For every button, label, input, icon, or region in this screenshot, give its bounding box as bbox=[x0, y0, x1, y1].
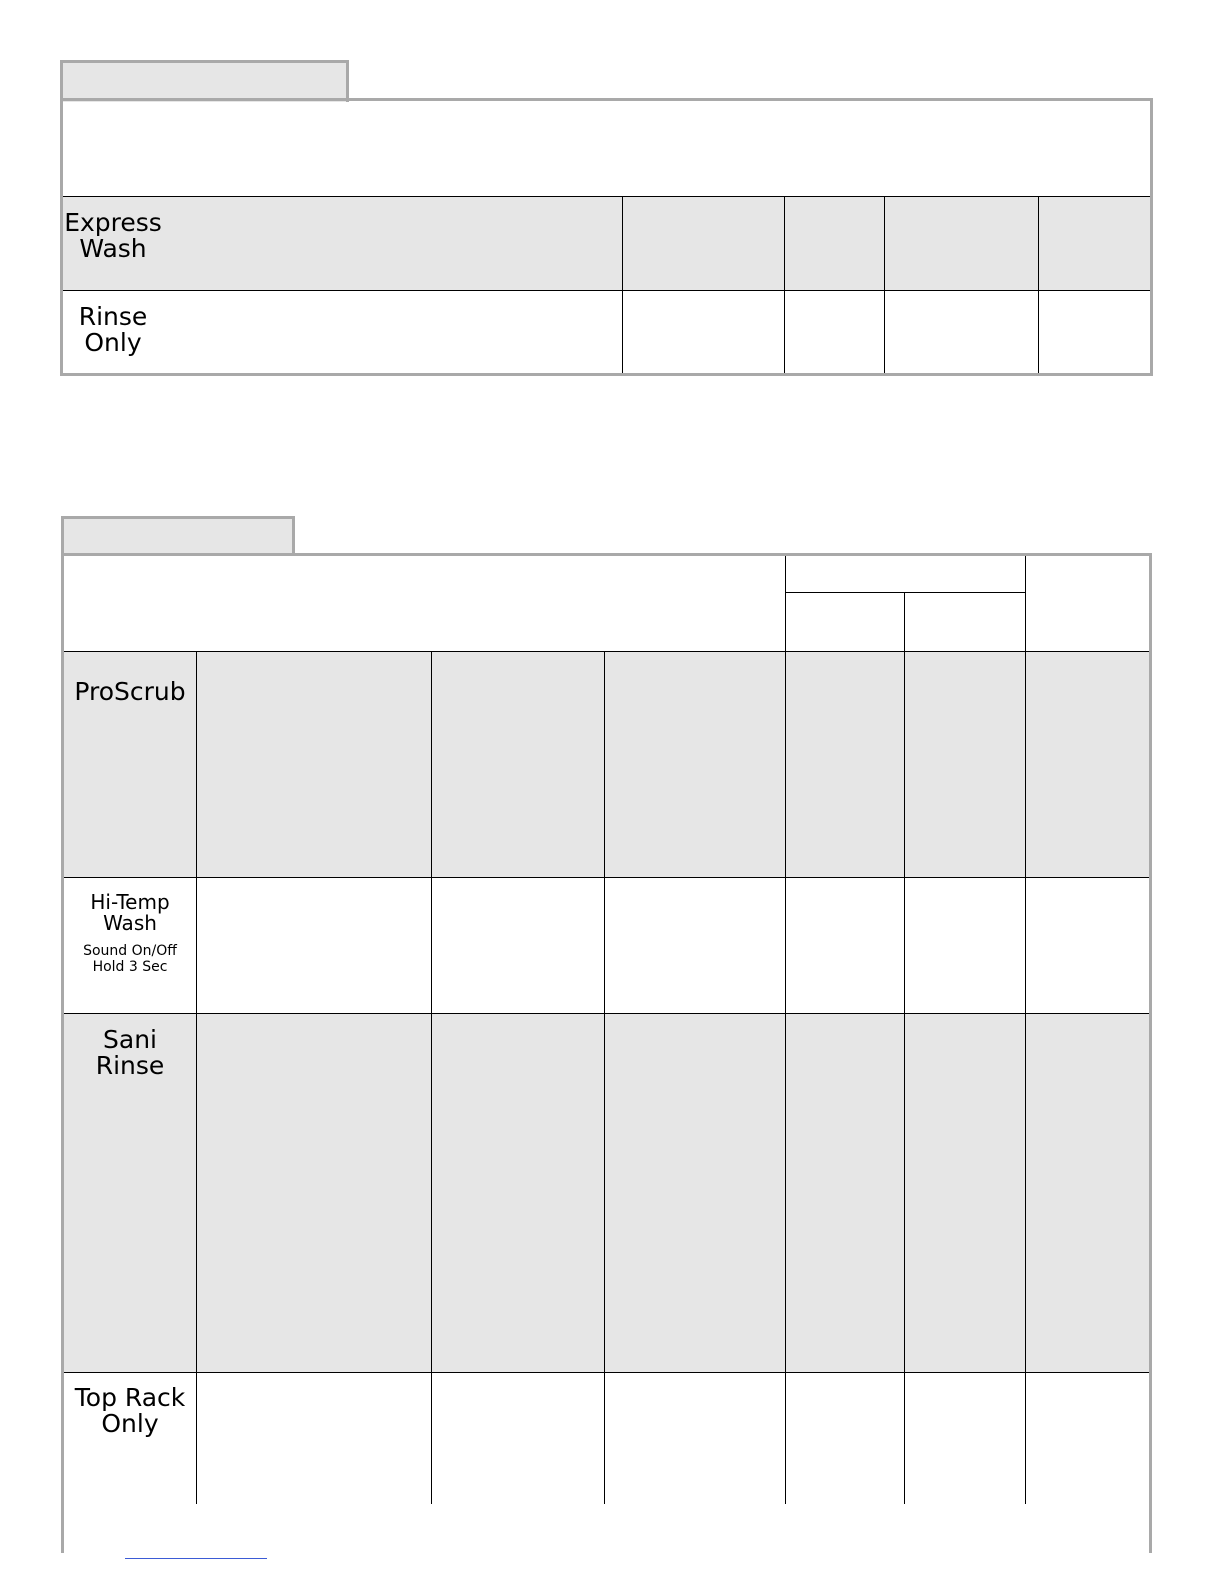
table1-col-divider bbox=[884, 197, 885, 373]
table2-divider bbox=[64, 877, 1149, 878]
table2-tab bbox=[61, 516, 295, 556]
sound-toggle-hint: Hold 3 Sec bbox=[92, 959, 168, 976]
label-line: Only bbox=[84, 328, 142, 358]
table1-col-divider bbox=[1038, 197, 1039, 373]
cycle-label-express-wash bbox=[64, 210, 162, 263]
label-line: Top Rack bbox=[74, 1383, 186, 1412]
table2-divider bbox=[64, 1372, 1149, 1373]
table2-divider bbox=[64, 1013, 1149, 1014]
table1-divider bbox=[63, 196, 1150, 197]
table1-col-divider bbox=[784, 197, 785, 373]
cycle-label-proscrub bbox=[64, 679, 196, 705]
table1-tab bbox=[60, 60, 349, 102]
table2-divider bbox=[64, 651, 1149, 652]
table2-col-divider bbox=[1025, 652, 1026, 1504]
label-line: Express bbox=[64, 208, 162, 237]
table2-col-divider bbox=[431, 652, 432, 1504]
table1-row-express-bg bbox=[63, 197, 1150, 291]
cycle-label-rinse-only bbox=[64, 304, 162, 357]
table2-header-line bbox=[785, 592, 1025, 593]
label-line: Wash bbox=[103, 911, 157, 935]
table1-col-divider bbox=[622, 197, 623, 373]
table2-row-proscrub-bg bbox=[64, 652, 1149, 877]
table2-col-divider bbox=[785, 652, 786, 1504]
label-line: Hi-Temp bbox=[90, 890, 170, 914]
table2-header-divider bbox=[904, 592, 905, 652]
table2-col-divider bbox=[904, 652, 905, 1504]
table1-divider bbox=[63, 290, 1150, 291]
label-line: Sani bbox=[103, 1025, 157, 1054]
sound-toggle-hint: Sound On/Off bbox=[83, 943, 177, 959]
label-line: Only bbox=[101, 1409, 159, 1439]
table2-row-sanirinse-bg bbox=[64, 1014, 1149, 1372]
table2-header-divider bbox=[785, 556, 786, 652]
cycle-label-top-rack-only bbox=[64, 1385, 196, 1438]
table2-col-divider bbox=[196, 652, 197, 1504]
table2-header-divider bbox=[1025, 556, 1026, 652]
cycle-label-hi-temp-wash bbox=[64, 892, 196, 975]
label-line: Rinse bbox=[78, 302, 148, 331]
footer-link-underline[interactable] bbox=[125, 1558, 267, 1559]
label-line: Rinse bbox=[95, 1051, 165, 1081]
label-line: ProScrub bbox=[74, 677, 186, 706]
label-line: Wash bbox=[79, 234, 147, 264]
cycle-label-sani-rinse bbox=[64, 1027, 196, 1080]
table2-col-divider bbox=[604, 652, 605, 1504]
